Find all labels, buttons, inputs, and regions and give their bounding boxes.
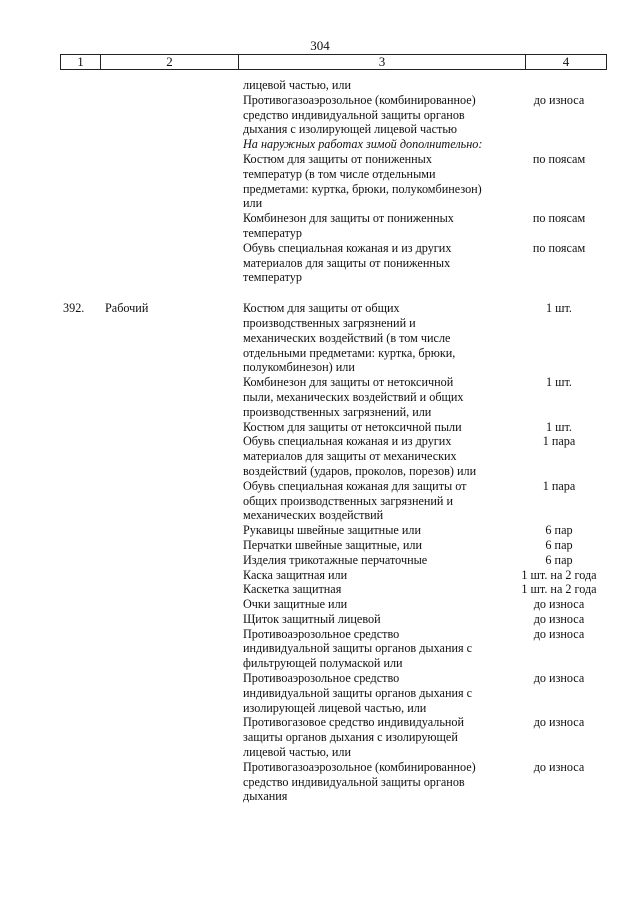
row-item: Изделия трикотажные перчаточные: [243, 552, 428, 567]
row-norm: [485, 78, 633, 93]
table-row: [0, 78, 640, 93]
column-header-row: [60, 54, 607, 70]
table-row: [0, 568, 640, 583]
table-row: [0, 582, 640, 597]
row-item: Очки защитные или: [243, 597, 348, 612]
row-norm: 1 шт. на 2 года: [521, 582, 597, 597]
row-number: [63, 241, 105, 285]
row-number: [63, 715, 105, 759]
row-position: [105, 137, 243, 152]
row-position: [105, 538, 243, 553]
row-norm: 6 пар: [545, 523, 573, 538]
row-norm: 6 пар: [545, 537, 573, 552]
table-row: [0, 93, 640, 137]
row-item: Противоаэрозольное средство индивидуальной защиты органов дыхания с фильтрующей полумаской или: [243, 626, 473, 671]
row-position: [105, 78, 243, 93]
row-position: [105, 597, 243, 612]
table-row: [0, 420, 640, 435]
table-row: [0, 375, 640, 419]
table-row: [0, 523, 640, 538]
row-position: [105, 760, 243, 804]
row-item: Каска защитная или: [243, 567, 348, 582]
table-row: [0, 760, 640, 804]
row-number: [63, 434, 105, 478]
row-position: [105, 612, 243, 627]
row-number: [63, 523, 105, 538]
table-row: [0, 538, 640, 553]
row-number: 392.: [63, 301, 85, 316]
row-number: [63, 152, 105, 211]
row-number: [63, 597, 105, 612]
row-item: Каскетка защитная: [243, 582, 342, 597]
row-number: [63, 420, 105, 435]
row-item: Обувь специальная кожаная и из других материалов для защиты от пониженных температур: [243, 240, 452, 285]
table-row: [0, 479, 640, 523]
page-number: 304: [310, 38, 330, 53]
row-item: Комбинезон для защиты от нетоксичной пыли, механических воздействий и общих производственных загрязнений, или: [243, 375, 464, 419]
row-norm: до износа: [533, 759, 585, 774]
row-position: [105, 582, 243, 597]
row-position: Рабочий: [105, 301, 149, 316]
row-position: [105, 93, 243, 137]
row-position: [105, 523, 243, 538]
row-item: лицевой частью, или: [243, 78, 352, 92]
row-norm: до износа: [533, 671, 585, 686]
table-row: [0, 301, 640, 375]
row-position: [105, 375, 243, 419]
table-row: [0, 553, 640, 568]
row-norm: по поясам: [532, 240, 586, 255]
row-item: Противогазоаэрозольное (комбинированное) средство индивидуальной защиты органов дыхания: [243, 759, 476, 804]
table-row: [0, 671, 640, 715]
row-number: [63, 760, 105, 804]
row-norm: до износа: [533, 597, 585, 612]
row-number: [63, 93, 105, 137]
row-number: [63, 538, 105, 553]
row-position: [105, 479, 243, 523]
row-number: [63, 582, 105, 597]
row-item: Перчатки швейные защитные, или: [243, 537, 423, 552]
row-number: [63, 553, 105, 568]
row-norm: до износа: [533, 626, 585, 641]
row-norm: до износа: [533, 611, 585, 626]
row-item: Щиток защитный лицевой: [243, 611, 381, 626]
row-number: [63, 211, 105, 241]
row-item: Костюм для защиты от пониженных температур (в том числе отдельными предметами: куртка, брюки, полукомбинезон) или: [243, 151, 482, 211]
row-norm: по поясам: [532, 211, 586, 226]
row-number: [63, 612, 105, 627]
row-item: Костюм для защиты от нетоксичной пыли: [243, 419, 462, 434]
table-row: [0, 434, 640, 478]
row-number: [63, 137, 105, 152]
row-position: [105, 434, 243, 478]
row-norm: [485, 137, 633, 152]
row-item: Противоаэрозольное средство индивидуальной защиты органов дыхания с изолирующей лицевой частью, или: [243, 671, 473, 715]
row-number: [63, 627, 105, 671]
row-position: [105, 715, 243, 759]
row-position: [105, 553, 243, 568]
row-norm: 1 шт.: [546, 419, 572, 434]
row-norm: до износа: [533, 92, 585, 107]
row-position: [105, 211, 243, 241]
row-position: [105, 152, 243, 211]
row-norm: 1 шт.: [546, 375, 572, 390]
row-position: [105, 627, 243, 671]
row-item: Обувь специальная кожаная для защиты от общих производственных загрязнений и механических воздействий: [243, 478, 467, 523]
row-item: Рукавицы швейные защитные или: [243, 523, 421, 538]
column-header-3: 3: [239, 55, 526, 69]
table-row: [0, 627, 640, 671]
row-norm: 1 шт. на 2 года: [521, 567, 597, 582]
table-row: [0, 715, 640, 759]
table-row: [0, 152, 640, 211]
row-number: [63, 375, 105, 419]
row-number: [63, 568, 105, 583]
table-row: [0, 612, 640, 627]
column-header-4: 4: [562, 54, 570, 69]
table-row: [0, 241, 640, 285]
row-norm: 1 пара: [542, 478, 576, 493]
column-header-2: 2: [101, 55, 239, 69]
column-header-1: 1: [61, 55, 101, 69]
row-norm: 1 пара: [542, 434, 576, 449]
table-body: [0, 78, 640, 804]
row-position: [105, 568, 243, 583]
row-position: [105, 420, 243, 435]
table-row: [0, 137, 640, 152]
row-item: Обувь специальная кожаная и из других материалов для защиты от механических воздействий (ударов, проколов, порезов) или: [243, 434, 477, 478]
row-norm: по поясам: [532, 151, 586, 166]
table-row: [0, 211, 640, 241]
row-norm: до износа: [533, 715, 585, 730]
table-row: [0, 597, 640, 612]
row-norm: 1 шт.: [546, 301, 572, 316]
row-item: Костюм для защиты от общих производственных загрязнений и механических воздействий (в том числе отдельными предметами: куртка, брюки, полукомбинезон) или: [243, 301, 456, 375]
row-norm: 6 пар: [545, 552, 573, 567]
row-item: На наружных работах зимой дополнительно:: [243, 137, 483, 152]
row-number: [63, 479, 105, 523]
row-position: [105, 671, 243, 715]
row-item: Комбинезон для защиты от пониженных температур: [243, 211, 454, 240]
row-number: [63, 671, 105, 715]
row-position: [105, 241, 243, 285]
row-item: Противогазоаэрозольное (комбинированное) средство индивидуальной защиты органов дыхания с изолирующей лицевой частью: [243, 92, 476, 137]
row-number: [63, 78, 105, 93]
row-item: Противогазовое средство индивидуальной защиты органов дыхания с изолирующей лицевой частью, или: [243, 715, 465, 760]
